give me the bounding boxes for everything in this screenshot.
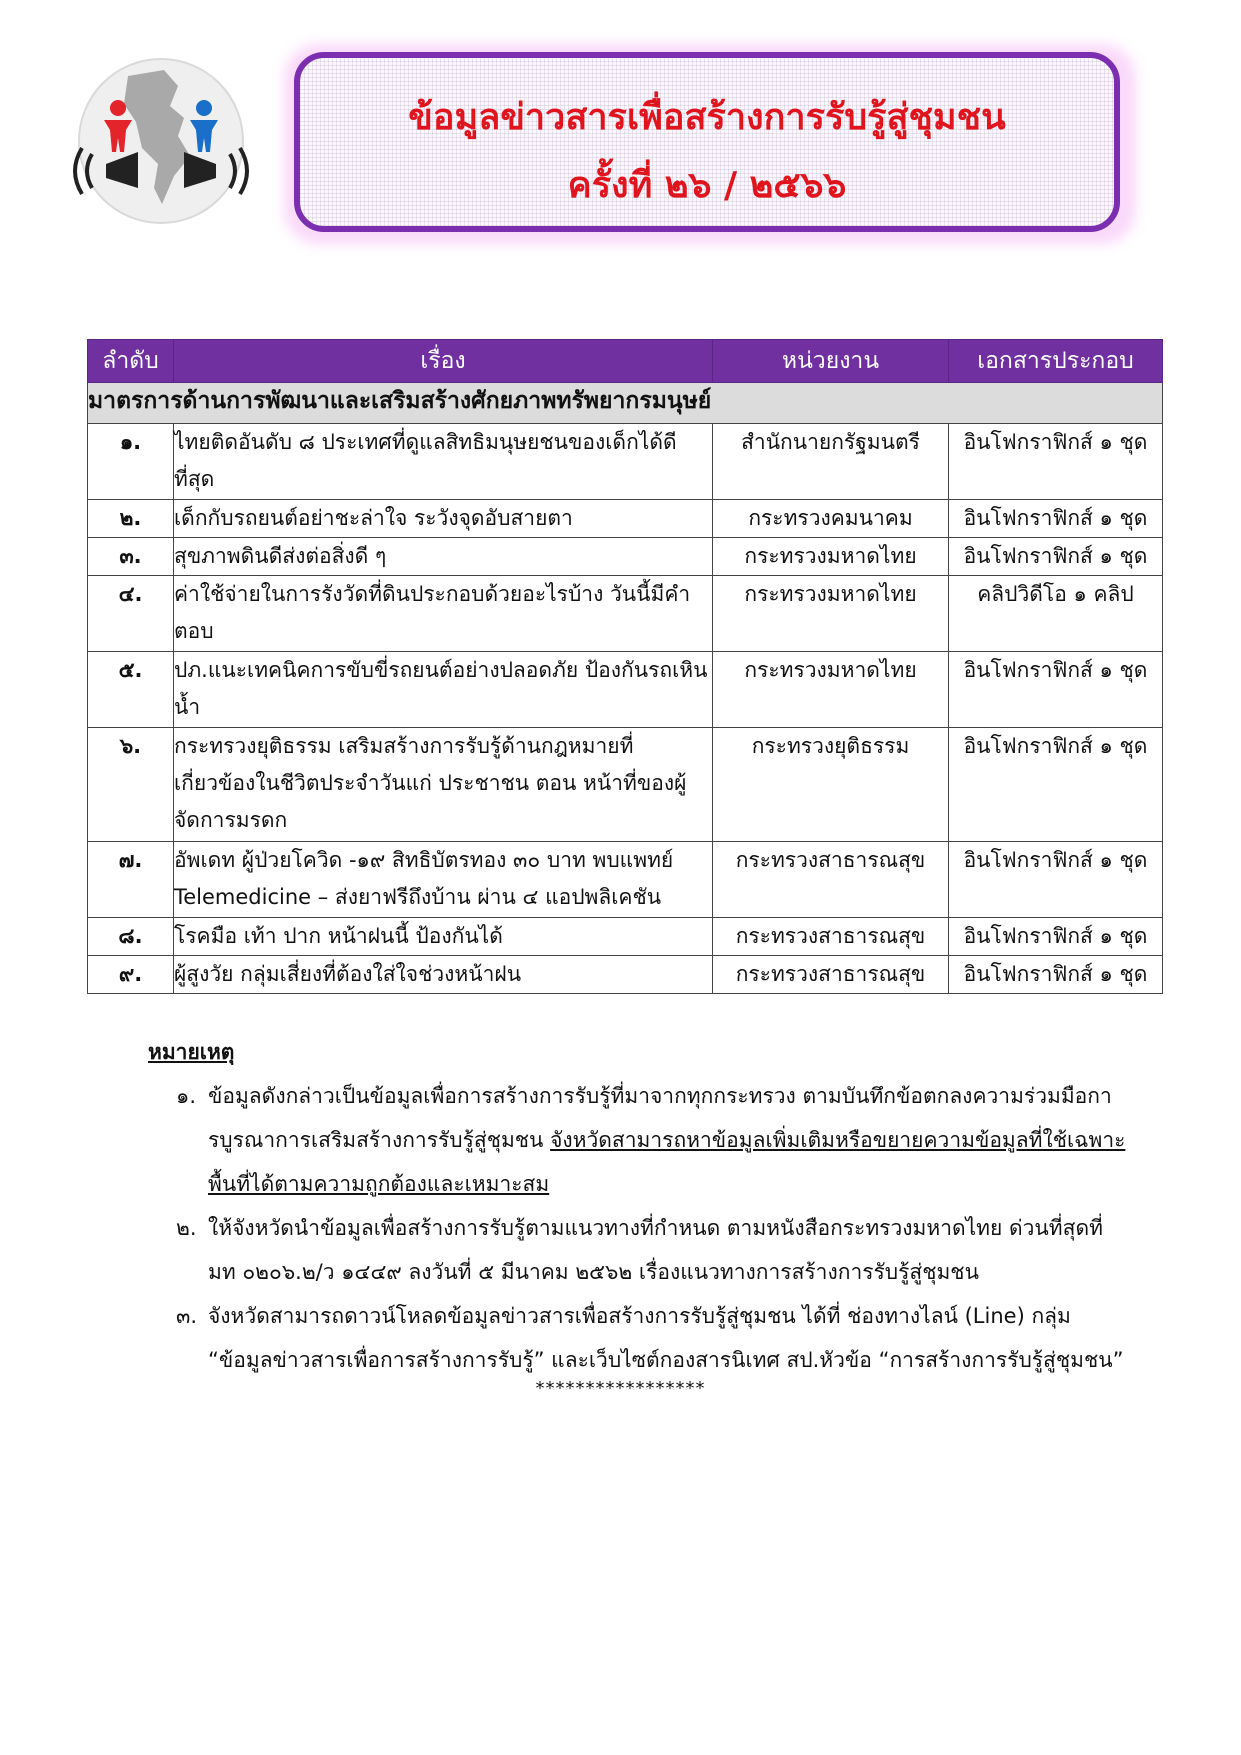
row-no: ๘. xyxy=(88,918,174,956)
row-doc: อินโฟกราฟิกส์ ๑ ชุด xyxy=(949,918,1163,956)
table-row xyxy=(88,918,1163,956)
row-doc: อินโฟกราฟิกส์ ๑ ชุด xyxy=(949,500,1163,538)
row-doc: คลิปวิดีโอ ๑ คลิป xyxy=(949,576,1163,652)
row-agency: กระทรวงยุติธรรม xyxy=(713,728,949,842)
table-row xyxy=(88,728,1163,842)
row-no: ๗. xyxy=(88,842,174,918)
logo xyxy=(66,56,256,226)
row-agency: กระทรวงสาธารณสุข xyxy=(713,918,949,956)
title-box xyxy=(294,52,1120,232)
row-doc: อินโฟกราฟิกส์ ๑ ชุด xyxy=(949,652,1163,728)
row-no: ๖. xyxy=(88,728,174,842)
note-item xyxy=(148,1074,1128,1206)
row-topic: กระทรวงยุติธรรม เสริมสร้างการรับรู้ด้านกฎหมายที่เกี่ยวข้องในชีวิตประจำวันแก่ ประชาชน ตอน หน้าที่ของผู้จัดการมรดก xyxy=(174,728,713,842)
row-no: ๓. xyxy=(88,538,174,576)
table-row xyxy=(88,500,1163,538)
row-topic: ปภ.แนะเทคนิคการขับขี่รถยนต์อย่างปลอดภัย ป้องกันรถเหินน้ำ xyxy=(174,652,713,728)
info-table xyxy=(87,339,1163,994)
table-row xyxy=(88,538,1163,576)
row-doc: อินโฟกราฟิกส์ ๑ ชุด xyxy=(949,842,1163,918)
notes-section xyxy=(148,1030,1128,1382)
row-no: ๕. xyxy=(88,652,174,728)
header-agency: หน่วยงาน xyxy=(713,340,949,383)
row-agency: กระทรวงสาธารณสุข xyxy=(713,842,949,918)
note-text: ให้จังหวัดนำข้อมูลเพื่อสร้างการรับรู้ตามแนวทางที่กำหนด ตามหนังสือกระทรวงมหาดไทย ด่วนที่สุดที่ มท ๐๒๐๖.๒/ว ๑๔๔๙ ลงวันที่ ๕ มีนาคม ๒๕๖๒ เรื่องแนวทางการสร้างการรับรู้สู่ชุมชน xyxy=(208,1216,1103,1284)
note-item xyxy=(148,1294,1128,1382)
note-text: ข้อมูลดังกล่าวเป็นข้อมูลเพื่อการสร้างการรับรู้ที่มาจากทุกกระทรวง ตามบันทึกข้อตกลงความร่วมมือการบูรณาการเสริมสร้างการรับรู้สู่ชุมชน xyxy=(208,1084,1112,1152)
table-header-row xyxy=(88,340,1163,383)
row-topic: ค่าใช้จ่ายในการรังวัดที่ดินประกอบด้วยอะไรบ้าง วันนี้มีคำตอบ xyxy=(174,576,713,652)
issue-number: ครั้งที่ ๒๖ / ๒๕๖๖ xyxy=(567,165,847,206)
row-agency: กระทรวงสาธารณสุข xyxy=(713,956,949,994)
header-topic: เรื่อง xyxy=(174,340,713,383)
table-row xyxy=(88,652,1163,728)
row-no: ๒. xyxy=(88,500,174,538)
row-topic: โรคมือ เท้า ปาก หน้าฝนนี้ ป้องกันได้ xyxy=(174,918,713,956)
note-text: จังหวัดสามารถดาวน์โหลดข้อมูลข่าวสารเพื่อสร้างการรับรู้สู่ชุมชน ได้ที่ ช่องทางไลน์ (Line) กลุ่ม “ข้อมูลข่าวสารเพื่อการสร้างการรับรู้” และเว็บไซต์กองสารนิเทศ สป.หัวข้อ “การสร้างการรับรู้สู่ชุมชน” xyxy=(208,1304,1124,1372)
row-doc: อินโฟกราฟิกส์ ๑ ชุด xyxy=(949,538,1163,576)
row-topic: อัพเดท ผู้ป่วยโควิด -๑๙ สิทธิบัตรทอง ๓๐ บาท พบแพทย์ Telemedicine – ส่งยาฟรีถึงบ้าน ผ่าน ๔ แอปพลิเคชัน xyxy=(174,842,713,918)
table-row xyxy=(88,842,1163,918)
page-title: ข้อมูลข่าวสารเพื่อสร้างการรับรู้สู่ชุมชน xyxy=(408,97,1006,138)
row-agency: สำนักนายกรัฐมนตรี xyxy=(713,424,949,500)
table-row xyxy=(88,576,1163,652)
header-doc: เอกสารประกอบ xyxy=(949,340,1163,383)
row-topic: เด็กกับรถยนต์อย่าชะล่าใจ ระวังจุดอับสายตา xyxy=(174,500,713,538)
row-no: ๑. xyxy=(88,424,174,500)
header-no: ลำดับ xyxy=(88,340,174,383)
note-underlined-text: จังหวัดสามารถหาข้อมูลเพิ่มเติมหรือขยายความข้อมูลที่ใช้เฉพาะพื้นที่ได้ตามความถูกต้องและเหมาะสม xyxy=(208,1128,1126,1196)
row-agency: กระทรวงมหาดไทย xyxy=(713,576,949,652)
row-doc: อินโฟกราฟิกส์ ๑ ชุด xyxy=(949,956,1163,994)
row-agency: กระทรวงคมนาคม xyxy=(713,500,949,538)
row-no: ๙. xyxy=(88,956,174,994)
row-topic: ไทยติดอันดับ ๘ ประเทศที่ดูแลสิทธิมนุษยชนของเด็กได้ดีที่สุด xyxy=(174,424,713,500)
row-no: ๔. xyxy=(88,576,174,652)
end-stars: ***************** xyxy=(535,1378,706,1399)
note-item xyxy=(148,1206,1128,1294)
row-doc: อินโฟกราฟิกส์ ๑ ชุด xyxy=(949,424,1163,500)
notes-heading: หมายเหตุ xyxy=(148,1040,235,1064)
row-agency: กระทรวงมหาดไทย xyxy=(713,538,949,576)
section-row xyxy=(88,383,1163,424)
row-agency: กระทรวงมหาดไทย xyxy=(713,652,949,728)
row-topic: ผู้สูงวัย กลุ่มเสี่ยงที่ต้องใส่ใจช่วงหน้าฝน xyxy=(174,956,713,994)
row-topic: สุขภาพดินดีส่งต่อสิ่งดี ๆ xyxy=(174,538,713,576)
table-row xyxy=(88,424,1163,500)
section-title: มาตรการด้านการพัฒนาและเสริมสร้างศักยภาพทรัพยากรมนุษย์ xyxy=(88,383,1163,424)
table-row xyxy=(88,956,1163,994)
note-number: ๑. xyxy=(176,1084,197,1108)
note-number: ๓. xyxy=(176,1304,198,1328)
row-doc: อินโฟกราฟิกส์ ๑ ชุด xyxy=(949,728,1163,842)
note-number: ๒. xyxy=(176,1216,197,1240)
